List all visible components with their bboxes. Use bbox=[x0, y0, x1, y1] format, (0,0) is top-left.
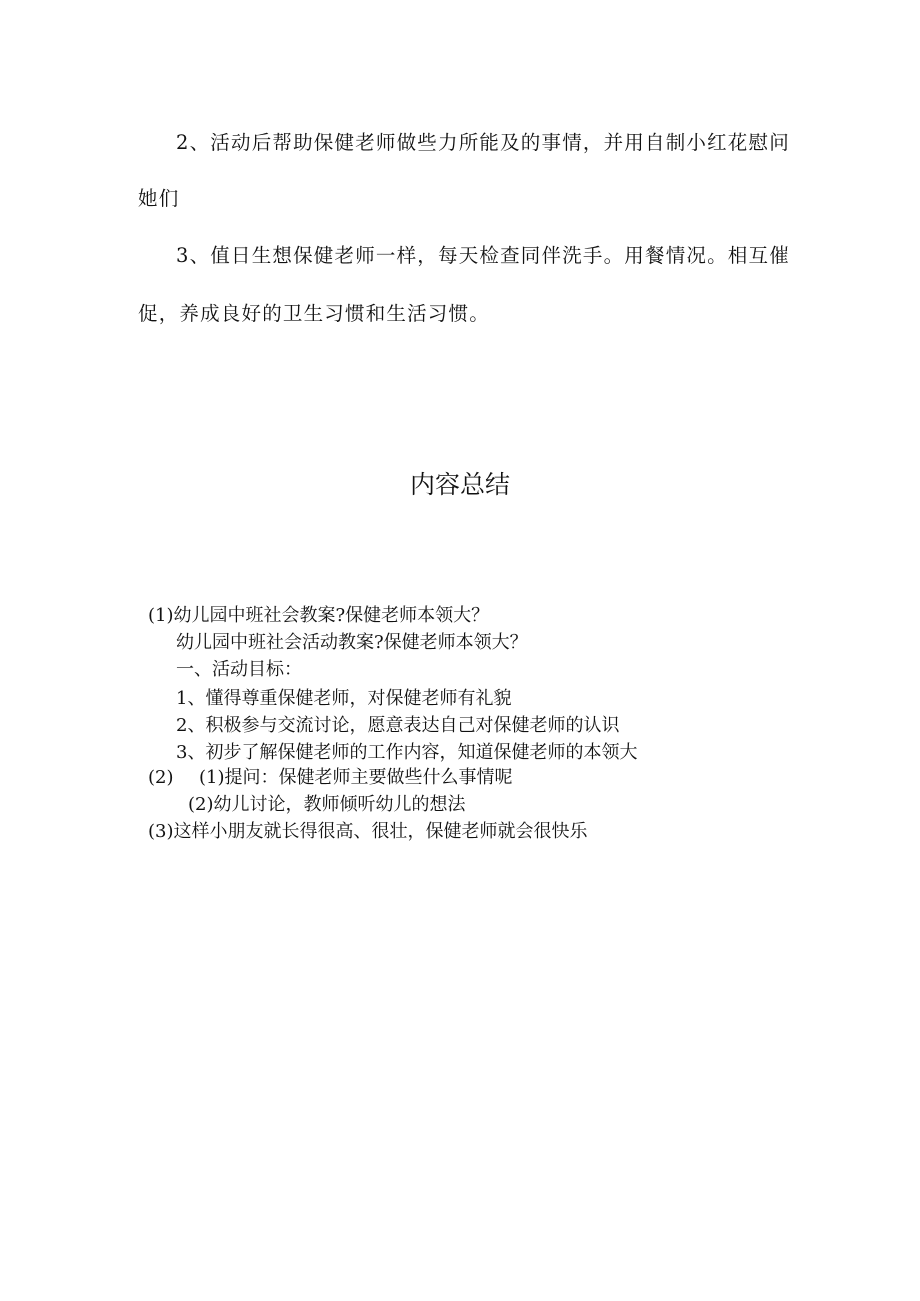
summary-item: (2)幼儿讨论，教师倾听幼儿的想法 bbox=[188, 794, 466, 815]
summary-item: 2、积极参与交流讨论，愿意表达自己对保健老师的认识 bbox=[176, 715, 620, 736]
summary-item: (3)这样小朋友就长得很高、很壮，保健老师就会很快乐 bbox=[148, 821, 588, 842]
summary-item: 3、初步了解保健老师的工作内容，知道保健老师的本领大 bbox=[176, 742, 638, 763]
summary-item: (1)提问：保健老师主要做些什么事情呢 bbox=[199, 767, 513, 788]
summary-item: 一、活动目标： bbox=[176, 659, 302, 680]
paragraph-3-line-1: 3、值日生想保健老师一样，每天检查同伴洗手。用餐情况。相互催 bbox=[176, 244, 790, 267]
summary-item: 1、懂得尊重保健老师，对保健老师有礼貌 bbox=[176, 688, 512, 709]
paragraph-3-line-2: 促，养成良好的卫生习惯和生活习惯。 bbox=[138, 302, 490, 325]
summary-item: 幼儿园中班社会活动教案?保健老师本领大？ bbox=[176, 632, 528, 653]
summary-item: (2) bbox=[148, 767, 174, 788]
summary-item: (1)幼儿园中班社会教案?保健老师本领大？ bbox=[148, 605, 490, 626]
summary-title: 内容总结 bbox=[409, 470, 510, 499]
paragraph-2-line-1: 2、活动后帮助保健老师做些力所能及的事情，并用自制小红花慰问 bbox=[176, 131, 790, 154]
paragraph-2-line-2: 她们 bbox=[138, 187, 180, 210]
